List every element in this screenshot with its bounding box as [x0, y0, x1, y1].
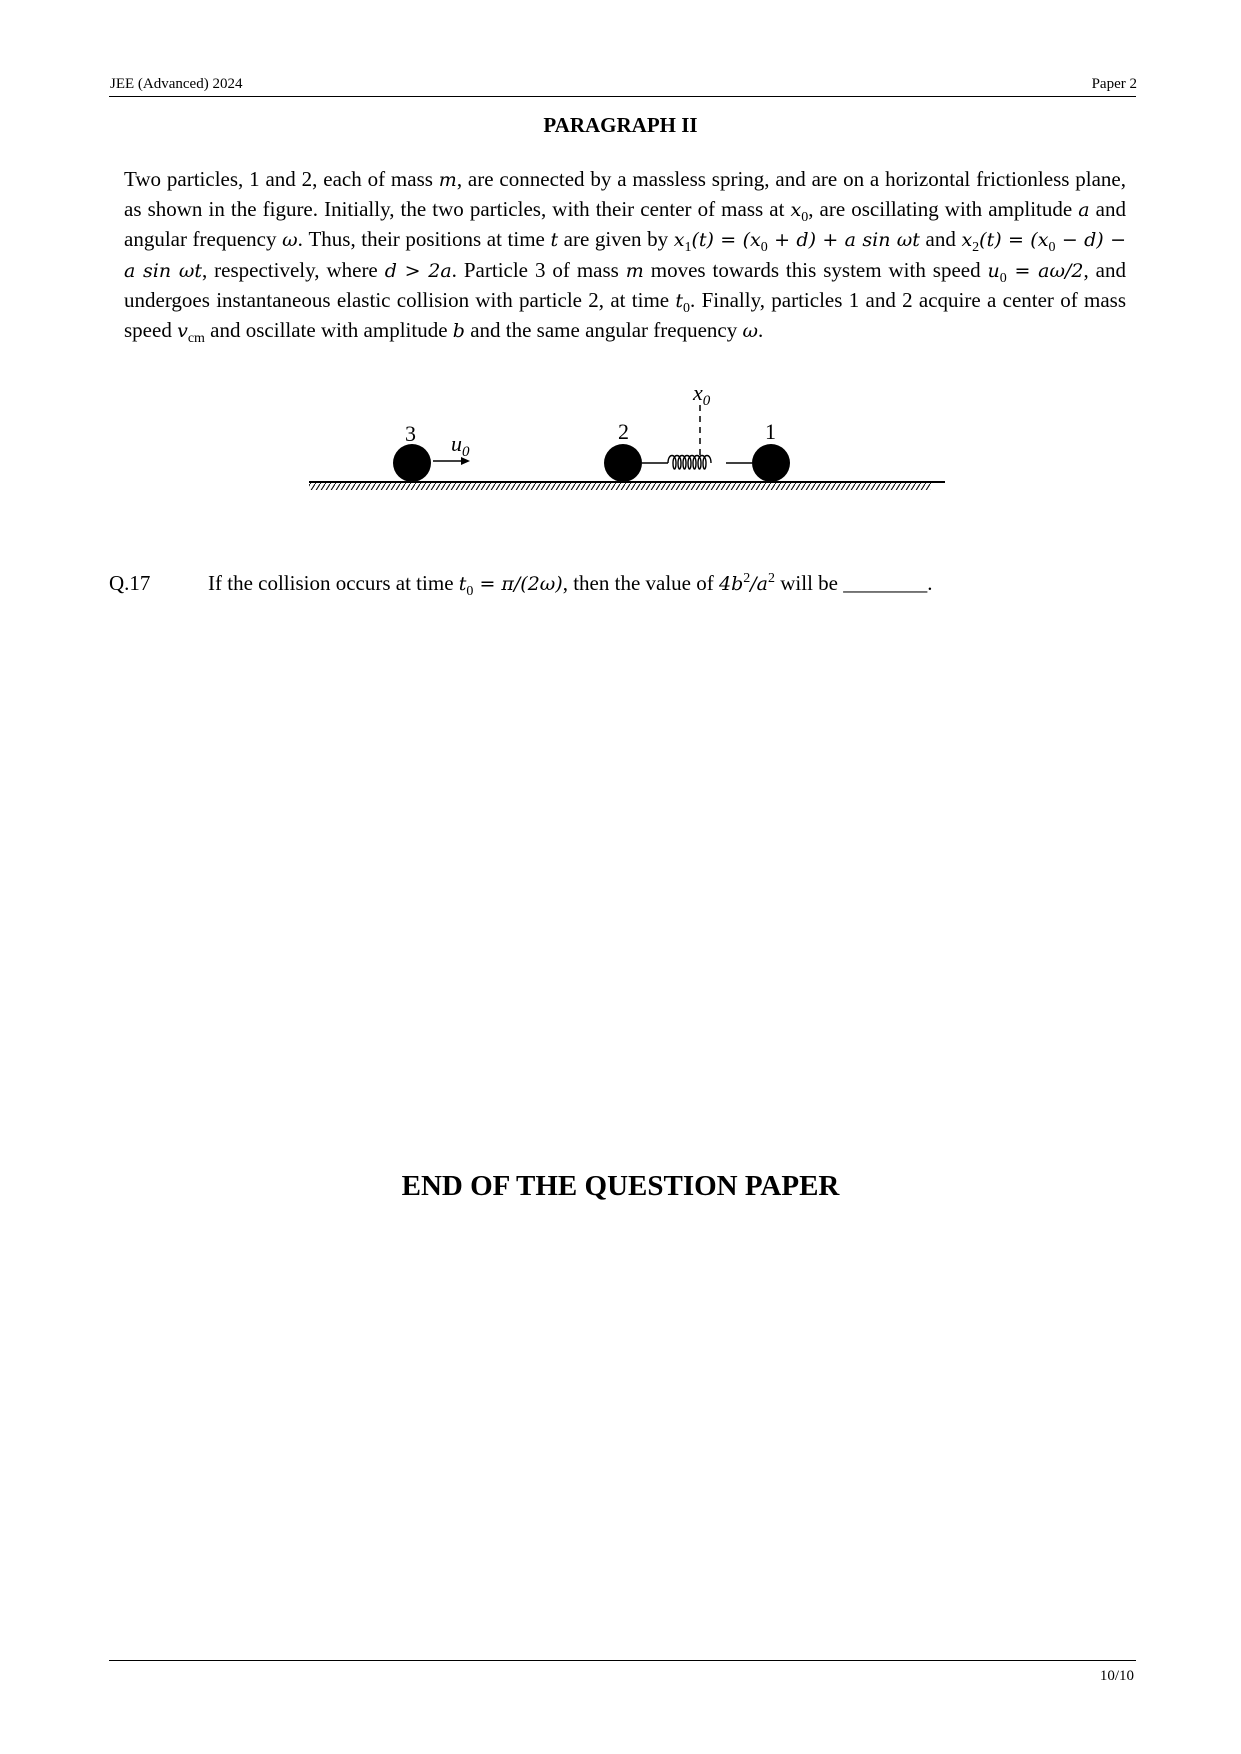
paragraph-text: . Particle 3 of mass — [451, 257, 626, 282]
particle-1-label: 1 — [765, 419, 776, 444]
math-var: b — [452, 320, 465, 343]
particle-2-label: 2 — [618, 419, 629, 444]
math-expr: = aω/2 — [1006, 259, 1084, 282]
end-of-paper-text: END OF THE QUESTION PAPER — [401, 1170, 840, 1202]
question-number: Q.17 — [109, 571, 151, 595]
math-superscript: 2 — [743, 571, 751, 586]
spring-mass-figure — [0, 380, 1241, 500]
math-var: x — [790, 199, 802, 222]
paragraph-text: and — [919, 227, 962, 252]
math-var: t — [550, 229, 559, 252]
page-number: 10/10 — [1099, 1668, 1134, 1684]
paragraph-text: . Finally, particles 1 and 2 acquire a center of mass speed — [124, 287, 1126, 343]
page-header-right: Paper 2 — [1091, 76, 1137, 92]
paragraph-text: . — [758, 318, 764, 343]
math-expr: − d) − a sin ωt — [124, 229, 1126, 282]
paragraph-text: , are connected by a massless spring, and are on a horizontal frictionless plane, as shown in the figure. Initially, the two particles, with their center of mass at — [124, 167, 1126, 222]
question-segment: will be ________. — [774, 571, 933, 595]
paragraph-text: moves towards this system with speed — [643, 257, 988, 282]
particle-3-label: 3 — [405, 421, 416, 446]
math-expr: d > 2a — [384, 259, 452, 282]
paragraph-text: and angular frequency — [124, 197, 1126, 252]
math-var: v — [177, 320, 188, 343]
math-expr: (t) = (x — [979, 229, 1049, 252]
math-subscript: 1 — [684, 240, 692, 256]
math-expr: = π/(2ω) — [473, 573, 563, 595]
math-superscript: 2 — [767, 571, 775, 586]
math-var: ω — [742, 320, 758, 343]
footer-rule — [109, 1660, 1136, 1661]
math-subscript: 0 — [801, 210, 809, 226]
question-segment: If the collision occurs at time — [208, 571, 459, 595]
question-text — [208, 571, 933, 600]
math-var: a — [1078, 199, 1090, 222]
x0-label: $x_0$ — [693, 380, 711, 409]
math-var: m — [625, 259, 644, 282]
particle-1 — [752, 444, 790, 482]
math-var: x — [961, 229, 973, 252]
paragraph-heading: PARAGRAPH II — [543, 113, 698, 137]
ground-hatching — [309, 483, 931, 490]
math-subscript: 0 — [1048, 240, 1056, 256]
math-var: ω — [282, 229, 298, 252]
paragraph-text: , respectively, where — [201, 257, 385, 282]
header-rule — [109, 96, 1136, 97]
particle-2 — [604, 444, 642, 482]
math-var: t — [675, 289, 684, 312]
math-subscript: 0 — [999, 270, 1007, 286]
paragraph-text: are given by — [558, 227, 674, 252]
math-expr: (t) = (x — [691, 229, 761, 252]
spring — [642, 456, 752, 470]
paragraph-text: Two particles, 1 and 2, each of mass — [124, 167, 439, 191]
page-header-left: JEE (Advanced) 2024 — [110, 76, 243, 92]
math-subscript: cm — [187, 331, 205, 347]
question-segment: , then the value of — [562, 571, 719, 595]
u0-subscript: 0 — [462, 444, 470, 460]
math-expr: /a — [750, 573, 768, 595]
math-subscript: 0 — [760, 240, 768, 256]
x0-subscript: 0 — [702, 393, 711, 409]
math-var: t — [458, 573, 467, 595]
particle-3 — [393, 444, 431, 482]
math-subscript: 0 — [683, 301, 691, 316]
math-var: x — [673, 229, 685, 252]
math-var: u — [987, 259, 1000, 282]
paragraph-text: . Thus, their positions at time — [297, 227, 551, 252]
math-expr: + d) + a sin ωt — [767, 229, 920, 252]
math-subscript: 0 — [466, 584, 474, 600]
math-expr: 4b — [718, 573, 744, 595]
paragraph-text: , and undergoes instantaneous elastic collision with particle 2, at time — [124, 257, 1126, 312]
paragraph-text: , are oscillating with amplitude — [808, 197, 1079, 222]
math-subscript: 2 — [972, 240, 980, 256]
paragraph-text: and oscillate with amplitude — [204, 318, 453, 343]
math-var: m — [438, 169, 457, 191]
u0-label: $u_0$ — [451, 431, 470, 460]
paragraph-body — [124, 165, 1126, 346]
paragraph-text: and the same angular frequency — [464, 318, 743, 343]
